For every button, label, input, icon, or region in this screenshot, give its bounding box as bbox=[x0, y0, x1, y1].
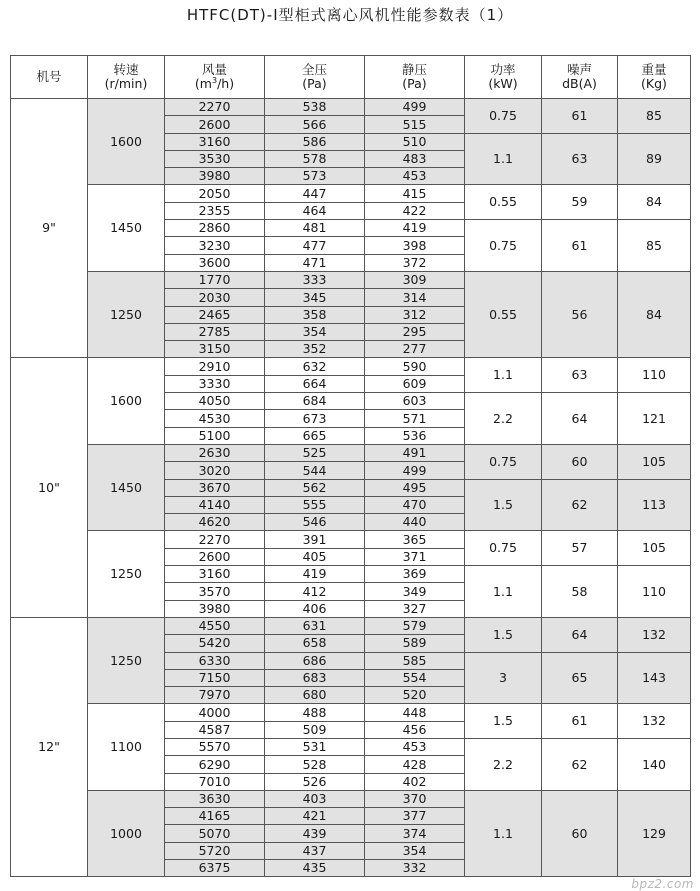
noise-cell: 60 bbox=[542, 790, 618, 876]
power-cell: 1.1 bbox=[465, 566, 542, 618]
flow-cell: 3570 bbox=[165, 583, 265, 600]
speed-cell: 1250 bbox=[88, 531, 165, 617]
weight-cell: 85 bbox=[618, 99, 691, 134]
noise-cell: 63 bbox=[542, 358, 618, 393]
noise-cell: 58 bbox=[542, 566, 618, 618]
header-row bbox=[11, 56, 691, 99]
total-pressure-cell: 509 bbox=[265, 721, 365, 738]
flow-cell: 4000 bbox=[165, 704, 265, 721]
total-pressure-cell: 578 bbox=[265, 150, 365, 167]
speed-cell: 1600 bbox=[88, 99, 165, 185]
total-pressure-cell: 631 bbox=[265, 617, 365, 634]
total-pressure-cell: 555 bbox=[265, 496, 365, 513]
weight-cell: 143 bbox=[618, 652, 691, 704]
total-pressure-cell: 477 bbox=[265, 237, 365, 254]
flow-cell: 2630 bbox=[165, 444, 265, 461]
page-title: HTFC(DT)-Ⅰ型柜式离心风机性能参数表（1） bbox=[186, 6, 514, 24]
noise-cell: 64 bbox=[542, 393, 618, 445]
static-pressure-cell: 589 bbox=[365, 635, 465, 652]
table-row bbox=[11, 185, 691, 202]
speed-cell: 1000 bbox=[88, 790, 165, 876]
static-pressure-cell: 499 bbox=[365, 99, 465, 116]
weight-cell: 105 bbox=[618, 444, 691, 479]
model-cell: 9" bbox=[11, 99, 88, 358]
static-pressure-cell: 295 bbox=[365, 323, 465, 340]
flow-cell: 7150 bbox=[165, 669, 265, 686]
flow-cell: 4550 bbox=[165, 617, 265, 634]
noise-cell: 61 bbox=[542, 220, 618, 272]
table-row bbox=[11, 617, 691, 634]
flow-cell: 6290 bbox=[165, 756, 265, 773]
flow-cell: 3980 bbox=[165, 168, 265, 185]
table-row bbox=[11, 704, 691, 721]
static-pressure-cell: 312 bbox=[365, 306, 465, 323]
total-pressure-cell: 464 bbox=[265, 202, 365, 219]
flow-cell: 2600 bbox=[165, 548, 265, 565]
flow-cell: 3600 bbox=[165, 254, 265, 271]
header-weight: 重量 (Kg) bbox=[618, 56, 691, 99]
model-cell: 10" bbox=[11, 358, 88, 617]
power-cell: 2.2 bbox=[465, 738, 542, 790]
static-pressure-cell: 495 bbox=[365, 479, 465, 496]
static-pressure-cell: 371 bbox=[365, 548, 465, 565]
weight-cell: 84 bbox=[618, 271, 691, 357]
header-noise: 噪声 dB(A) bbox=[542, 56, 618, 99]
power-cell: 1.5 bbox=[465, 704, 542, 739]
flow-cell: 5420 bbox=[165, 635, 265, 652]
speed-cell: 1250 bbox=[88, 617, 165, 703]
weight-cell: 110 bbox=[618, 566, 691, 618]
total-pressure-cell: 686 bbox=[265, 652, 365, 669]
weight-cell: 113 bbox=[618, 479, 691, 531]
weight-cell: 85 bbox=[618, 220, 691, 272]
static-pressure-cell: 398 bbox=[365, 237, 465, 254]
total-pressure-cell: 488 bbox=[265, 704, 365, 721]
static-pressure-cell: 327 bbox=[365, 600, 465, 617]
static-pressure-cell: 590 bbox=[365, 358, 465, 375]
weight-cell: 129 bbox=[618, 790, 691, 876]
total-pressure-cell: 403 bbox=[265, 790, 365, 807]
flow-cell: 5720 bbox=[165, 842, 265, 859]
total-pressure-cell: 358 bbox=[265, 306, 365, 323]
flow-cell: 4140 bbox=[165, 496, 265, 513]
watermark: bpz2.com bbox=[631, 877, 694, 891]
static-pressure-cell: 354 bbox=[365, 842, 465, 859]
static-pressure-cell: 515 bbox=[365, 116, 465, 133]
noise-cell: 61 bbox=[542, 704, 618, 739]
static-pressure-cell: 453 bbox=[365, 168, 465, 185]
total-pressure-cell: 352 bbox=[265, 341, 365, 358]
header-flow: 风量 $(m^3/h)$ bbox=[165, 56, 265, 99]
total-pressure-cell: 544 bbox=[265, 462, 365, 479]
total-pressure-cell: 562 bbox=[265, 479, 365, 496]
flow-cell: 7970 bbox=[165, 687, 265, 704]
flow-cell: 2600 bbox=[165, 116, 265, 133]
static-pressure-cell: 428 bbox=[365, 756, 465, 773]
static-pressure-cell: 554 bbox=[365, 669, 465, 686]
static-pressure-cell: 349 bbox=[365, 583, 465, 600]
total-pressure-cell: 354 bbox=[265, 323, 365, 340]
static-pressure-cell: 277 bbox=[365, 341, 465, 358]
noise-cell: 60 bbox=[542, 444, 618, 479]
static-pressure-cell: 453 bbox=[365, 738, 465, 755]
power-cell: 0.75 bbox=[465, 220, 542, 272]
table-row bbox=[11, 271, 691, 288]
speed-cell: 1100 bbox=[88, 704, 165, 790]
flow-cell: 7010 bbox=[165, 773, 265, 790]
weight-cell: 89 bbox=[618, 133, 691, 185]
static-pressure-cell: 374 bbox=[365, 825, 465, 842]
total-pressure-cell: 447 bbox=[265, 185, 365, 202]
flow-cell: 2910 bbox=[165, 358, 265, 375]
flow-cell: 2785 bbox=[165, 323, 265, 340]
noise-cell: 65 bbox=[542, 652, 618, 704]
flow-cell: 2050 bbox=[165, 185, 265, 202]
total-pressure-cell: 435 bbox=[265, 860, 365, 877]
power-cell: 1.1 bbox=[465, 358, 542, 393]
noise-cell: 63 bbox=[542, 133, 618, 185]
total-pressure-cell: 526 bbox=[265, 773, 365, 790]
weight-cell: 110 bbox=[618, 358, 691, 393]
flow-cell: 6375 bbox=[165, 860, 265, 877]
header-total-pressure: 全压 (Pa) bbox=[265, 56, 365, 99]
power-cell: 0.75 bbox=[465, 99, 542, 134]
noise-cell: 62 bbox=[542, 479, 618, 531]
total-pressure-cell: 538 bbox=[265, 99, 365, 116]
total-pressure-cell: 437 bbox=[265, 842, 365, 859]
power-cell: 2.2 bbox=[465, 393, 542, 445]
performance-table bbox=[10, 55, 691, 877]
power-cell: 0.55 bbox=[465, 271, 542, 357]
total-pressure-cell: 673 bbox=[265, 410, 365, 427]
static-pressure-cell: 422 bbox=[365, 202, 465, 219]
total-pressure-cell: 566 bbox=[265, 116, 365, 133]
flow-cell: 6330 bbox=[165, 652, 265, 669]
table-row bbox=[11, 531, 691, 548]
total-pressure-cell: 525 bbox=[265, 444, 365, 461]
power-cell: 3 bbox=[465, 652, 542, 704]
total-pressure-cell: 546 bbox=[265, 514, 365, 531]
flow-cell: 3230 bbox=[165, 237, 265, 254]
static-pressure-cell: 372 bbox=[365, 254, 465, 271]
static-pressure-cell: 571 bbox=[365, 410, 465, 427]
total-pressure-cell: 531 bbox=[265, 738, 365, 755]
total-pressure-cell: 665 bbox=[265, 427, 365, 444]
total-pressure-cell: 684 bbox=[265, 393, 365, 410]
table-row bbox=[11, 444, 691, 461]
static-pressure-cell: 419 bbox=[365, 220, 465, 237]
total-pressure-cell: 481 bbox=[265, 220, 365, 237]
total-pressure-cell: 412 bbox=[265, 583, 365, 600]
flow-cell: 2270 bbox=[165, 531, 265, 548]
power-cell: 1.5 bbox=[465, 479, 542, 531]
weight-cell: 132 bbox=[618, 704, 691, 739]
static-pressure-cell: 609 bbox=[365, 375, 465, 392]
total-pressure-cell: 664 bbox=[265, 375, 365, 392]
flow-cell: 2465 bbox=[165, 306, 265, 323]
weight-cell: 121 bbox=[618, 393, 691, 445]
total-pressure-cell: 439 bbox=[265, 825, 365, 842]
noise-cell: 59 bbox=[542, 185, 618, 220]
static-pressure-cell: 448 bbox=[365, 704, 465, 721]
flow-cell: 4050 bbox=[165, 393, 265, 410]
header-power: 功率 (kW) bbox=[465, 56, 542, 99]
flow-cell: 4620 bbox=[165, 514, 265, 531]
total-pressure-cell: 471 bbox=[265, 254, 365, 271]
total-pressure-cell: 333 bbox=[265, 271, 365, 288]
weight-cell: 105 bbox=[618, 531, 691, 566]
power-cell: 0.75 bbox=[465, 531, 542, 566]
flow-cell: 5100 bbox=[165, 427, 265, 444]
static-pressure-cell: 536 bbox=[365, 427, 465, 444]
weight-cell: 140 bbox=[618, 738, 691, 790]
static-pressure-cell: 309 bbox=[365, 271, 465, 288]
flow-cell: 4530 bbox=[165, 410, 265, 427]
static-pressure-cell: 579 bbox=[365, 617, 465, 634]
static-pressure-cell: 365 bbox=[365, 531, 465, 548]
static-pressure-cell: 585 bbox=[365, 652, 465, 669]
power-cell: 0.55 bbox=[465, 185, 542, 220]
total-pressure-cell: 573 bbox=[265, 168, 365, 185]
speed-cell: 1250 bbox=[88, 271, 165, 357]
weight-cell: 84 bbox=[618, 185, 691, 220]
flow-cell: 3630 bbox=[165, 790, 265, 807]
flow-cell: 2860 bbox=[165, 220, 265, 237]
speed-cell: 1450 bbox=[88, 444, 165, 530]
flow-cell: 3150 bbox=[165, 341, 265, 358]
weight-cell: 132 bbox=[618, 617, 691, 652]
static-pressure-cell: 491 bbox=[365, 444, 465, 461]
static-pressure-cell: 603 bbox=[365, 393, 465, 410]
total-pressure-cell: 683 bbox=[265, 669, 365, 686]
model-cell: 12" bbox=[11, 617, 88, 876]
header-model: 机号 bbox=[11, 56, 88, 99]
flow-cell: 3330 bbox=[165, 375, 265, 392]
speed-cell: 1450 bbox=[88, 185, 165, 271]
total-pressure-cell: 419 bbox=[265, 566, 365, 583]
flow-cell: 1770 bbox=[165, 271, 265, 288]
static-pressure-cell: 510 bbox=[365, 133, 465, 150]
static-pressure-cell: 520 bbox=[365, 687, 465, 704]
noise-cell: 64 bbox=[542, 617, 618, 652]
total-pressure-cell: 658 bbox=[265, 635, 365, 652]
table-row bbox=[11, 99, 691, 116]
flow-cell: 4165 bbox=[165, 808, 265, 825]
static-pressure-cell: 332 bbox=[365, 860, 465, 877]
flow-cell: 2030 bbox=[165, 289, 265, 306]
total-pressure-cell: 391 bbox=[265, 531, 365, 548]
header-speed: 转速 (r/min) bbox=[88, 56, 165, 99]
static-pressure-cell: 440 bbox=[365, 514, 465, 531]
total-pressure-cell: 345 bbox=[265, 289, 365, 306]
flow-cell: 3020 bbox=[165, 462, 265, 479]
total-pressure-cell: 586 bbox=[265, 133, 365, 150]
flow-cell: 5070 bbox=[165, 825, 265, 842]
noise-cell: 62 bbox=[542, 738, 618, 790]
flow-cell: 3160 bbox=[165, 133, 265, 150]
power-cell: 1.1 bbox=[465, 133, 542, 185]
flow-cell: 4587 bbox=[165, 721, 265, 738]
flow-cell: 3160 bbox=[165, 566, 265, 583]
static-pressure-cell: 402 bbox=[365, 773, 465, 790]
table-row bbox=[11, 358, 691, 375]
flow-cell: 3670 bbox=[165, 479, 265, 496]
flow-cell: 3530 bbox=[165, 150, 265, 167]
table-row bbox=[11, 790, 691, 807]
power-cell: 1.5 bbox=[465, 617, 542, 652]
total-pressure-cell: 406 bbox=[265, 600, 365, 617]
total-pressure-cell: 632 bbox=[265, 358, 365, 375]
flow-cell: 3980 bbox=[165, 600, 265, 617]
noise-cell: 57 bbox=[542, 531, 618, 566]
static-pressure-cell: 499 bbox=[365, 462, 465, 479]
total-pressure-cell: 528 bbox=[265, 756, 365, 773]
flow-cell: 2355 bbox=[165, 202, 265, 219]
header-static-pressure: 静压 (Pa) bbox=[365, 56, 465, 99]
noise-cell: 56 bbox=[542, 271, 618, 357]
total-pressure-cell: 405 bbox=[265, 548, 365, 565]
static-pressure-cell: 456 bbox=[365, 721, 465, 738]
static-pressure-cell: 483 bbox=[365, 150, 465, 167]
static-pressure-cell: 370 bbox=[365, 790, 465, 807]
speed-cell: 1600 bbox=[88, 358, 165, 444]
static-pressure-cell: 415 bbox=[365, 185, 465, 202]
static-pressure-cell: 470 bbox=[365, 496, 465, 513]
flow-cell: 5570 bbox=[165, 738, 265, 755]
static-pressure-cell: 377 bbox=[365, 808, 465, 825]
power-cell: 0.75 bbox=[465, 444, 542, 479]
total-pressure-cell: 421 bbox=[265, 808, 365, 825]
total-pressure-cell: 680 bbox=[265, 687, 365, 704]
power-cell: 1.1 bbox=[465, 790, 542, 876]
noise-cell: 61 bbox=[542, 99, 618, 134]
static-pressure-cell: 369 bbox=[365, 566, 465, 583]
static-pressure-cell: 314 bbox=[365, 289, 465, 306]
flow-cell: 2270 bbox=[165, 99, 265, 116]
